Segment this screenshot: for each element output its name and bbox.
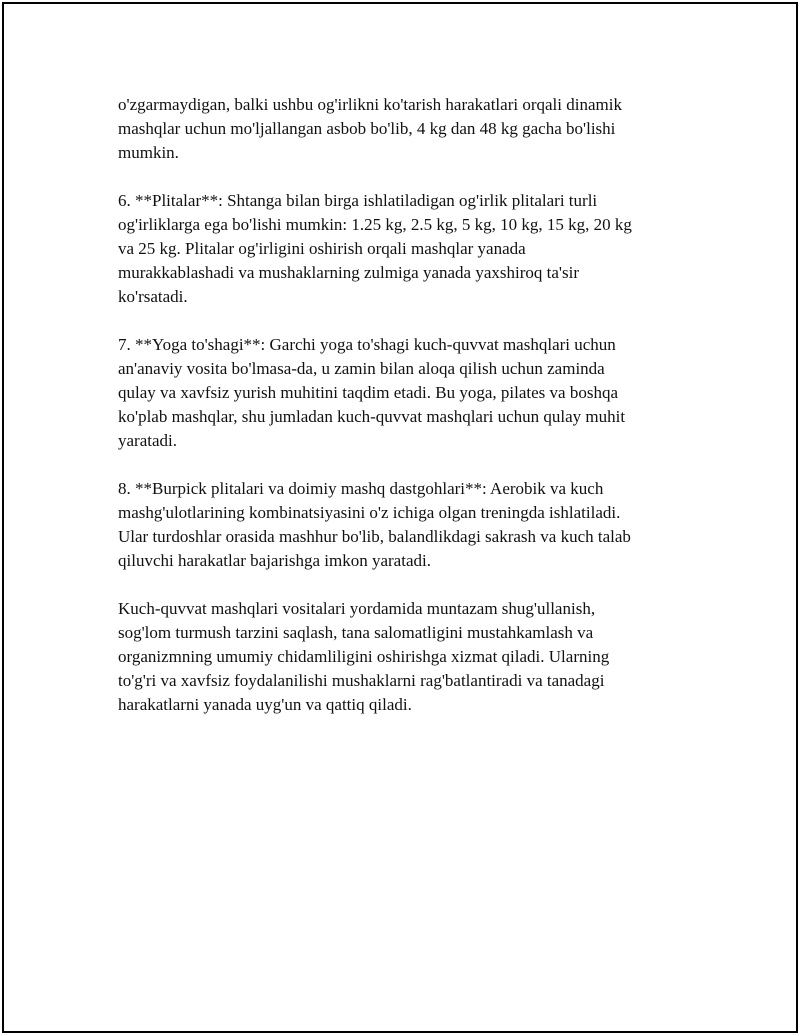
paragraph-plates: 6. **Plitalar**: Shtanga bilan birga ishlatiladigan og'irlik plitalari turli og'irliklarga ega bo'lishi mumkin: 1.25 kg, 2.5 kg, 5 kg, 10 kg, 15 kg, 20 kg va 25 kg. Plitalar og'irligini oshirish orqali mashqlar yanada murakkablashadi va mushaklarning zulmiga yanada yaxshiroq ta'sir ko'rsatadi. [118, 191, 632, 306]
paragraph-burpee-plates: 8. **Burpick plitalari va doimiy mashq dastgohlari**: Aerobik va kuch mashg'ulotlarining kombinatsiyasini o'z ichiga olgan treningda ishlatiladi. Ular turdoshlar orasida mashhur bo'lib, balandlikdagi sakrash va kuch talab qiluvchi harakatlar bajarishga imkon yaratadi. [118, 479, 631, 570]
paragraph-conclusion: Kuch-quvvat mashqlari vositalari yordamida muntazam shug'ullanish, sog'lom turmush tarzini saqlash, tana salomatligini mustahkamlash va organizmning umumiy chidamliligini oshirishga xizmat qiladi. Ularning to'g'ri va xavfsiz foydalanilishi mushaklarni rag'batlantiradi va tanadagi harakatlarni yanada uyg'un va qattiq qiladi. [118, 599, 610, 714]
paragraph-kettlebell-continuation: o'zgarmaydigan, balki ushbu og'irlikni ko'tarish harakatlari orqali dinamik mashqlar uchun mo'ljallangan asbob bo'lib, 4 kg dan 48 kg gacha bo'lishi mumkin. [118, 95, 622, 162]
document-body [118, 93, 688, 741]
paragraph-yoga-mat: 7. **Yoga to'shagi**: Garchi yoga to'shagi kuch-quvvat mashqlari uchun an'anaviy vosita bo'lmasa-da, u zamin bilan aloqa qilish uchun zaminda qulay va xavfsiz yurish muhitini taqdim etadi. Bu yoga, pilates va boshqa ko'plab mashqlar, shu jumladan kuch-quvvat mashqlari uchun qulay muhit yaratadi. [118, 335, 626, 450]
